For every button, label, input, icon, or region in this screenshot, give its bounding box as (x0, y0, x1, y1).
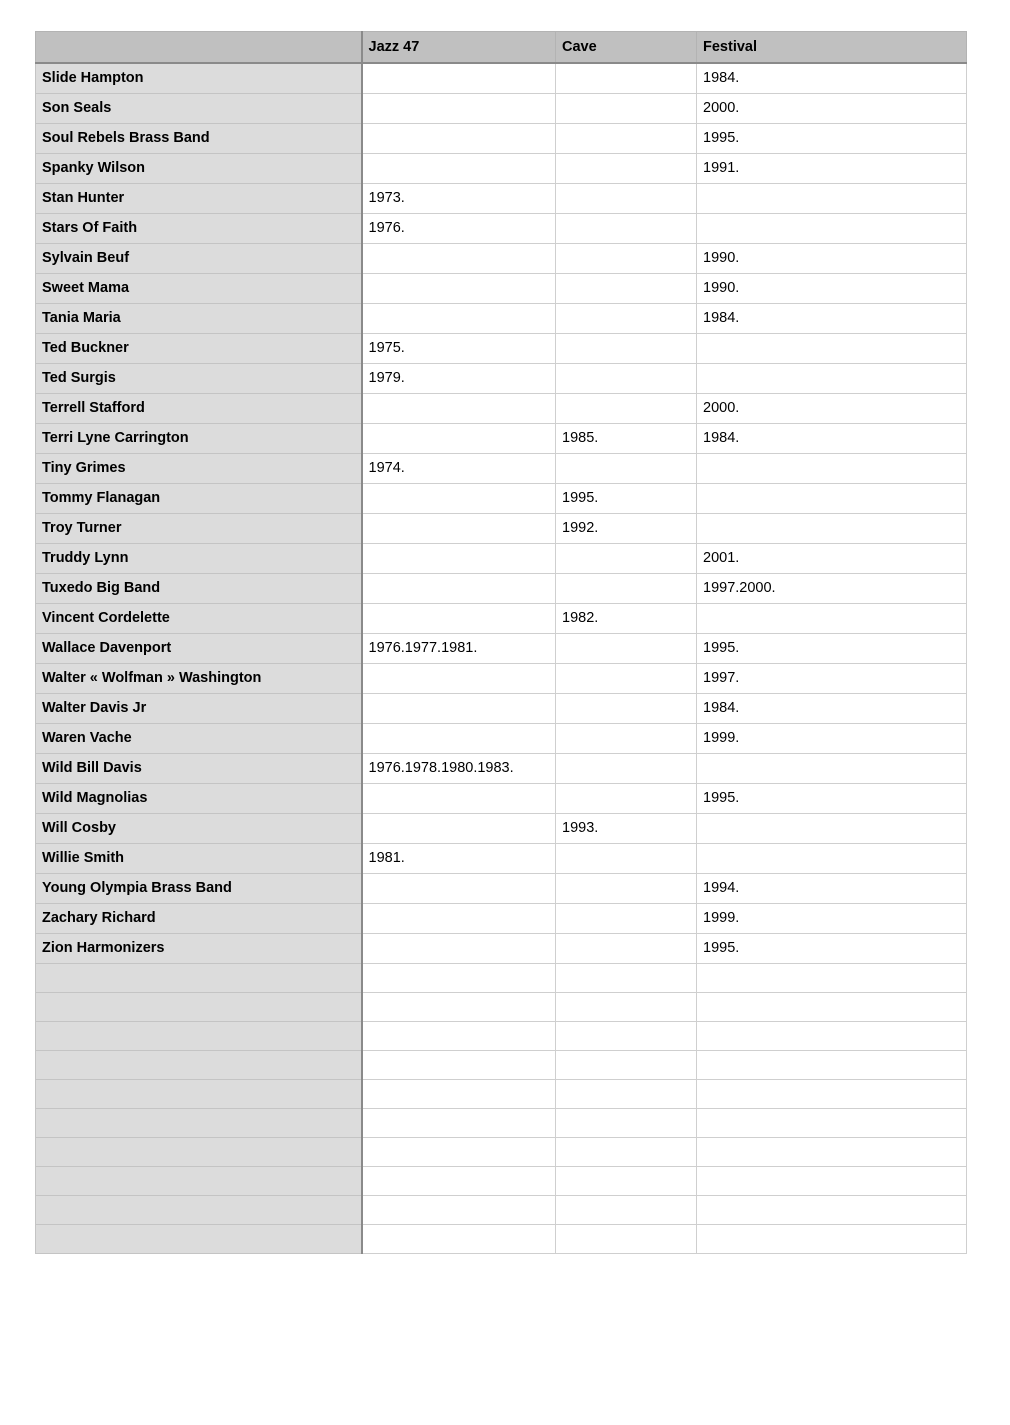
festival-cell[interactable]: 1984. (697, 424, 967, 454)
festival-cell[interactable]: 1990. (697, 274, 967, 304)
table-row (36, 514, 967, 544)
artist-name-cell[interactable]: Tommy Flanagan (36, 484, 362, 514)
cave-cell[interactable] (556, 1138, 697, 1167)
jazz47-cell[interactable] (362, 394, 556, 424)
table-row (36, 993, 967, 1022)
artist-name-cell[interactable]: Stan Hunter (36, 184, 362, 214)
jazz47-cell[interactable] (362, 154, 556, 184)
jazz47-cell[interactable] (362, 694, 556, 724)
jazz47-cell[interactable]: 1981. (362, 844, 556, 874)
table-row (36, 124, 967, 154)
cave-cell[interactable] (556, 274, 697, 304)
jazz47-cell[interactable] (362, 94, 556, 124)
jazz47-cell[interactable] (362, 904, 556, 934)
festival-cell[interactable]: 1991. (697, 154, 967, 184)
festival-cell[interactable]: 1999. (697, 904, 967, 934)
festival-cell[interactable] (697, 1167, 967, 1196)
jazz47-cell[interactable] (362, 544, 556, 574)
cave-cell[interactable] (556, 1225, 697, 1254)
table-row (36, 1022, 967, 1051)
header-cell-jazz47[interactable]: Jazz 47 (362, 32, 556, 64)
table-body (36, 63, 967, 1254)
artist-name-cell[interactable] (36, 1167, 362, 1196)
jazz47-cell[interactable] (362, 604, 556, 634)
jazz47-cell[interactable]: 1973. (362, 184, 556, 214)
cave-cell[interactable] (556, 844, 697, 874)
festival-cell[interactable] (697, 514, 967, 544)
table-row (36, 844, 967, 874)
cave-cell[interactable] (556, 874, 697, 904)
table-row (36, 1196, 967, 1225)
jazz47-cell[interactable] (362, 304, 556, 334)
table-row (36, 1051, 967, 1080)
artist-name-cell[interactable]: Wild Magnolias (36, 784, 362, 814)
festival-cell[interactable]: 1994. (697, 874, 967, 904)
festival-cell[interactable] (697, 1196, 967, 1225)
cave-cell[interactable]: 1993. (556, 814, 697, 844)
cave-cell[interactable]: 1992. (556, 514, 697, 544)
cave-cell[interactable] (556, 1080, 697, 1109)
festival-cell[interactable]: 2001. (697, 544, 967, 574)
festival-cell[interactable] (697, 1080, 967, 1109)
cave-cell[interactable] (556, 784, 697, 814)
artist-name-cell[interactable]: Sweet Mama (36, 274, 362, 304)
artist-name-cell[interactable] (36, 964, 362, 993)
cave-cell[interactable] (556, 1051, 697, 1080)
artist-name-cell[interactable]: Tuxedo Big Band (36, 574, 362, 604)
cave-cell[interactable] (556, 993, 697, 1022)
table-row (36, 724, 967, 754)
table-row (36, 544, 967, 574)
jazz47-cell[interactable]: 1975. (362, 334, 556, 364)
artist-name-cell[interactable] (36, 1080, 362, 1109)
table-row (36, 274, 967, 304)
cave-cell[interactable] (556, 394, 697, 424)
cave-cell[interactable] (556, 904, 697, 934)
cave-cell[interactable] (556, 154, 697, 184)
table-row (36, 814, 967, 844)
jazz47-cell[interactable] (362, 1051, 556, 1080)
table-row (36, 394, 967, 424)
festival-cell[interactable]: 1984. (697, 63, 967, 94)
artist-name-cell[interactable]: Will Cosby (36, 814, 362, 844)
festival-cell[interactable]: 1995. (697, 784, 967, 814)
cave-cell[interactable] (556, 214, 697, 244)
jazz47-cell[interactable] (362, 1138, 556, 1167)
jazz47-cell[interactable]: 1976.1978.1980.1983. (362, 754, 556, 784)
artist-name-cell[interactable]: Ted Buckner (36, 334, 362, 364)
table-row (36, 244, 967, 274)
artist-name-cell[interactable]: Terri Lyne Carrington (36, 424, 362, 454)
festival-cell[interactable] (697, 993, 967, 1022)
cave-cell[interactable] (556, 304, 697, 334)
artist-name-cell[interactable] (36, 1022, 362, 1051)
table-row (36, 574, 967, 604)
festival-cell[interactable]: 1997. (697, 664, 967, 694)
jazz47-cell[interactable] (362, 1225, 556, 1254)
table-row (36, 934, 967, 964)
table-row (36, 184, 967, 214)
cave-cell[interactable] (556, 1196, 697, 1225)
cave-cell[interactable] (556, 184, 697, 214)
cave-cell[interactable] (556, 724, 697, 754)
artist-name-cell[interactable] (36, 1138, 362, 1167)
jazz47-cell[interactable]: 1974. (362, 454, 556, 484)
jazz47-cell[interactable] (362, 274, 556, 304)
table-row (36, 904, 967, 934)
festival-cell[interactable] (697, 214, 967, 244)
festival-cell[interactable] (697, 1109, 967, 1138)
spreadsheet-table (35, 31, 967, 1254)
artist-name-cell[interactable]: Tania Maria (36, 304, 362, 334)
table-row (36, 1138, 967, 1167)
cave-cell[interactable] (556, 334, 697, 364)
jazz47-cell[interactable]: 1976. (362, 214, 556, 244)
festival-cell[interactable] (697, 1051, 967, 1080)
table-row (36, 874, 967, 904)
artist-name-cell[interactable] (36, 1051, 362, 1080)
jazz47-cell[interactable] (362, 63, 556, 94)
festival-cell[interactable] (697, 844, 967, 874)
jazz47-cell[interactable] (362, 484, 556, 514)
table-row (36, 1225, 967, 1254)
cave-cell[interactable]: 1985. (556, 424, 697, 454)
festival-cell[interactable] (697, 1225, 967, 1254)
header-row (36, 32, 967, 64)
festival-cell[interactable]: 1984. (697, 304, 967, 334)
jazz47-cell[interactable] (362, 784, 556, 814)
table-row (36, 364, 967, 394)
table-row (36, 1109, 967, 1138)
festival-cell[interactable]: 2000. (697, 94, 967, 124)
festival-cell[interactable]: 1995. (697, 634, 967, 664)
cave-cell[interactable] (556, 754, 697, 784)
jazz47-cell[interactable] (362, 874, 556, 904)
table-row (36, 1167, 967, 1196)
festival-cell[interactable] (697, 1022, 967, 1051)
jazz47-cell[interactable] (362, 993, 556, 1022)
festival-cell[interactable] (697, 964, 967, 993)
artist-name-cell[interactable]: Wild Bill Davis (36, 754, 362, 784)
jazz47-cell[interactable]: 1976.1977.1981. (362, 634, 556, 664)
cave-cell[interactable] (556, 1022, 697, 1051)
jazz47-cell[interactable] (362, 814, 556, 844)
artist-name-cell[interactable]: Willie Smith (36, 844, 362, 874)
artist-name-cell[interactable] (36, 1109, 362, 1138)
cave-cell[interactable] (556, 1109, 697, 1138)
cave-cell[interactable] (556, 694, 697, 724)
cave-cell[interactable] (556, 664, 697, 694)
artist-name-cell[interactable] (36, 1196, 362, 1225)
cave-cell[interactable] (556, 244, 697, 274)
artist-name-cell[interactable]: Waren Vache (36, 724, 362, 754)
table-row (36, 214, 967, 244)
jazz47-cell[interactable] (362, 1022, 556, 1051)
table-row (36, 63, 967, 94)
festival-cell[interactable]: 2000. (697, 394, 967, 424)
header-cell-cave[interactable]: Cave (556, 32, 697, 64)
cave-cell[interactable] (556, 934, 697, 964)
table-row (36, 694, 967, 724)
festival-cell[interactable]: 1990. (697, 244, 967, 274)
jazz47-cell[interactable] (362, 1109, 556, 1138)
artist-name-cell[interactable]: Zion Harmonizers (36, 934, 362, 964)
cave-cell[interactable] (556, 124, 697, 154)
table-row (36, 604, 967, 634)
festival-cell[interactable] (697, 184, 967, 214)
cave-cell[interactable] (556, 574, 697, 604)
jazz47-cell[interactable] (362, 964, 556, 993)
artist-name-cell[interactable]: Truddy Lynn (36, 544, 362, 574)
jazz47-cell[interactable] (362, 934, 556, 964)
cave-cell[interactable] (556, 1167, 697, 1196)
artist-name-cell[interactable]: Terrell Stafford (36, 394, 362, 424)
cave-cell[interactable] (556, 634, 697, 664)
festival-cell[interactable]: 1999. (697, 724, 967, 754)
jazz47-cell[interactable] (362, 124, 556, 154)
table-row (36, 964, 967, 993)
jazz47-cell[interactable] (362, 244, 556, 274)
artist-name-cell[interactable] (36, 1225, 362, 1254)
artist-name-cell[interactable]: Stars Of Faith (36, 214, 362, 244)
jazz47-cell[interactable] (362, 574, 556, 604)
table-row (36, 1080, 967, 1109)
festival-cell[interactable] (697, 364, 967, 394)
artist-name-cell[interactable]: Wallace Davenport (36, 634, 362, 664)
cave-cell[interactable] (556, 544, 697, 574)
festival-cell[interactable] (697, 754, 967, 784)
artist-name-cell[interactable]: Spanky Wilson (36, 154, 362, 184)
jazz47-cell[interactable] (362, 1167, 556, 1196)
table-row (36, 94, 967, 124)
festival-cell[interactable] (697, 334, 967, 364)
artist-name-cell[interactable]: Zachary Richard (36, 904, 362, 934)
table-row (36, 154, 967, 184)
table-row (36, 634, 967, 664)
table-row (36, 784, 967, 814)
artist-name-cell[interactable]: Young Olympia Brass Band (36, 874, 362, 904)
jazz47-cell[interactable] (362, 1196, 556, 1225)
table-row (36, 754, 967, 784)
artist-name-cell[interactable]: Ted Surgis (36, 364, 362, 394)
cave-cell[interactable]: 1982. (556, 604, 697, 634)
header-cell-festival[interactable]: Festival (697, 32, 967, 64)
jazz47-cell[interactable] (362, 514, 556, 544)
cave-cell[interactable] (556, 94, 697, 124)
artist-name-cell[interactable] (36, 993, 362, 1022)
table-row (36, 454, 967, 484)
festival-cell[interactable] (697, 604, 967, 634)
festival-cell[interactable]: 1995. (697, 934, 967, 964)
cave-cell[interactable] (556, 63, 697, 94)
artist-name-cell[interactable]: Vincent Cordelette (36, 604, 362, 634)
artist-name-cell[interactable]: Son Seals (36, 94, 362, 124)
cave-cell[interactable]: 1995. (556, 484, 697, 514)
artist-name-cell[interactable]: Walter « Wolfman » Washington (36, 664, 362, 694)
artist-name-cell[interactable]: Slide Hampton (36, 63, 362, 94)
festival-cell[interactable] (697, 1138, 967, 1167)
cave-cell[interactable] (556, 364, 697, 394)
festival-cell[interactable] (697, 454, 967, 484)
header-cell-corner[interactable] (36, 32, 362, 64)
table-header (36, 32, 967, 64)
cave-cell[interactable] (556, 964, 697, 993)
artist-name-cell[interactable]: Troy Turner (36, 514, 362, 544)
festival-cell[interactable] (697, 814, 967, 844)
artist-name-cell[interactable]: Walter Davis Jr (36, 694, 362, 724)
festival-cell[interactable]: 1997.2000. (697, 574, 967, 604)
table-row (36, 334, 967, 364)
jazz47-cell[interactable] (362, 424, 556, 454)
cave-cell[interactable] (556, 454, 697, 484)
artist-name-cell[interactable]: Tiny Grimes (36, 454, 362, 484)
table-row (36, 484, 967, 514)
table-row (36, 304, 967, 334)
festival-cell[interactable]: 1995. (697, 124, 967, 154)
jazz47-cell[interactable] (362, 664, 556, 694)
jazz47-cell[interactable]: 1979. (362, 364, 556, 394)
jazz47-cell[interactable] (362, 1080, 556, 1109)
table-row (36, 664, 967, 694)
jazz47-cell[interactable] (362, 724, 556, 754)
festival-cell[interactable] (697, 484, 967, 514)
festival-cell[interactable]: 1984. (697, 694, 967, 724)
artist-name-cell[interactable]: Sylvain Beuf (36, 244, 362, 274)
artist-name-cell[interactable]: Soul Rebels Brass Band (36, 124, 362, 154)
table-row (36, 424, 967, 454)
